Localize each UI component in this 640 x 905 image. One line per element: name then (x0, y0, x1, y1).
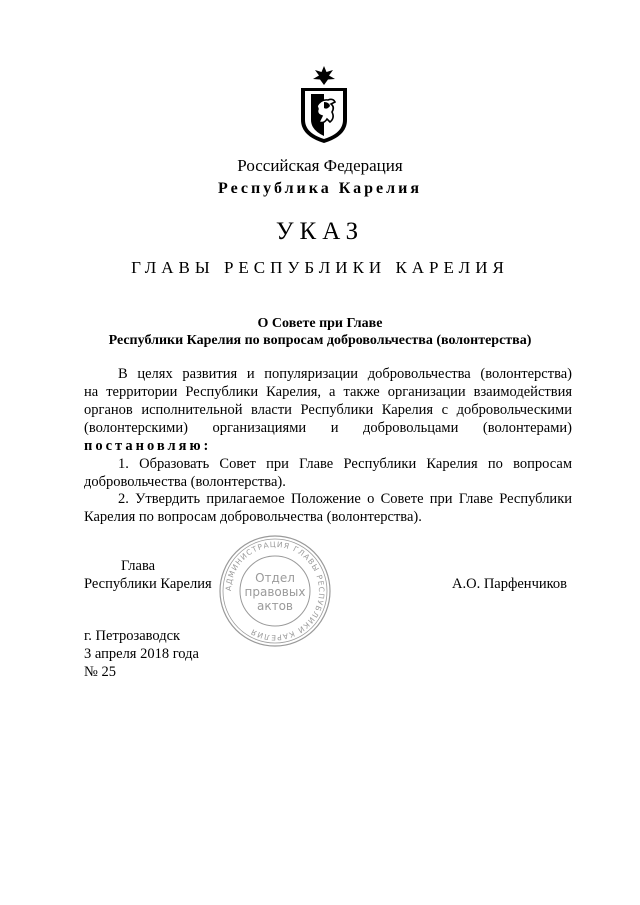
issuer-title: ГЛАВЫ РЕСПУБЛИКИ КАРЕЛИЯ (131, 258, 509, 277)
issue-date: 3 апреля 2018 года (84, 646, 199, 662)
decree-item-2-line: 2. Утвердить прилагаемое Положение о Совете при Главе Республики (118, 491, 572, 507)
decree-word: постановляю: (84, 438, 212, 454)
country-name: Российская Федерация (237, 156, 403, 175)
decree-item-1-line: добровольчества (волонтерства). (84, 474, 286, 490)
body-paragraph-line: (волонтерскими) организациями и добровольцами (волонтерами) (84, 420, 572, 436)
document-title-line-2: Республики Карелия по вопросам добровольчества (волонтерства) (108, 333, 532, 348)
decree-item-2-line: Карелия по вопросам добровольчества (волонтерства). (84, 509, 422, 525)
stamp-center-line-1: Отдел (255, 571, 295, 585)
decree-item-1-line: 1. Образовать Совет при Главе Республики Карелия по вопросам (118, 456, 572, 472)
stamp-ring-text: АДМИНИСТРАЦИЯ ГЛАВЫ РЕСПУБЛИКИ КАРЕЛИЯ (223, 539, 327, 643)
stamp-center-line-2: правовых (244, 585, 306, 599)
body-paragraph-line: на территории Республики Карелия, а также организации взаимодействия (84, 384, 572, 400)
official-stamp (218, 534, 332, 648)
document-number: № 25 (84, 664, 116, 680)
signatory-post-line-1: Глава (121, 558, 156, 574)
body-paragraph-line: органов исполнительной власти Республики Карелия с добровольческими (84, 402, 572, 418)
body-paragraph-line: В целях развития и популяризации добровольчества (волонтерства) (118, 366, 572, 382)
stamp-center-line-3: актов (256, 599, 294, 613)
coat-of-arms-emblem (297, 66, 351, 144)
republic-name: Республика Карелия (218, 180, 422, 197)
document-title-line-1: О Совете при Главе (257, 316, 383, 331)
signatory-post-line-2: Республики Карелия (84, 576, 212, 592)
signatory-name: А.О. Парфенчиков (452, 576, 568, 592)
document-type: УКАЗ (275, 218, 365, 245)
issue-city: г. Петрозаводск (84, 628, 181, 644)
